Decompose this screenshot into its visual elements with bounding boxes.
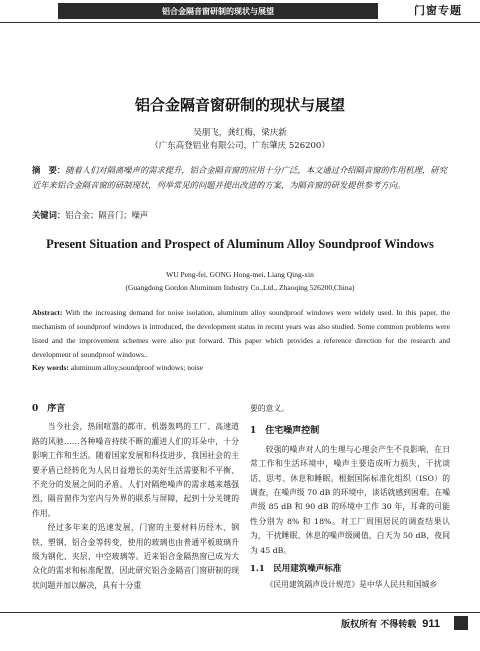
keywords-english <box>32 363 203 372</box>
paragraph-noise-control: 较强的噪声对人的生理与心理会产生不良影响，在日常工作和生活环境中，噪声主要造成听力损失，干扰谈话、思考、休息和睡眠。根据国际标准化组织（ISO）的调查，在噪声级 70 dB 的环境中，谈话就感到困难。在噪声级 85 dB 和 90 dB 的环境中工作 30 年，耳聋的可能性分别为 8% 和 18%。对工厂周围居民的调查结果认为，干扰睡眠、休息的噪声级阈值，白天为 50 dB，夜间为 45 dB。 <box>250 444 450 555</box>
authors-english: WU Peng-fei, GONG Hong-mei, Liang Qing-xin <box>166 270 314 279</box>
abstract-english-text: With the increasing demand for noise isolation, aluminum alloy soundproof windows were widely used. In this paper, the mechanism of soundproof windows is introduced, the development status in recent years was also studied. Some common problems were listed and the improvement schemes were also put forward. This paper which provides a reference direction for the research and development of soundproof windows.. <box>32 308 450 359</box>
paragraph-standards: 《民用建筑隔声设计规范》是中华人民共和国城乡 <box>265 580 438 590</box>
section-heading-noise-control: 1 住宅噪声控制 <box>250 426 320 437</box>
keywords-chinese <box>32 209 148 221</box>
footer-divider <box>0 612 480 613</box>
affiliation-english: (Guangdong Gordon Aluminum Industry Co.,Ltd., Zhaoqing 526200,China) <box>125 283 355 292</box>
page-number: 911 <box>422 618 440 630</box>
keywords-english-label: Key words: <box>32 363 69 372</box>
footer-tab-mark <box>454 616 468 630</box>
subsection-heading-standards: 1.1 民用建筑噪声标准 <box>250 564 342 575</box>
abstract-chinese-text: 随着人们对隔离噪声的需求提升，铝合金隔音窗的应用十分广泛，本文通过介绍隔音窗的作用机理，研究近年来铝合金隔音窗的研制现状，列举常见的问题并提出改进的方案，为隔音窗的研发提供参考方向。 <box>32 165 447 190</box>
abstract-english-label: Abstract: <box>32 308 63 317</box>
keywords-english-text: aluminum alloy;soundproof windows; noise <box>70 363 204 372</box>
body-column-left <box>32 402 239 593</box>
abstract-chinese <box>32 163 450 193</box>
keywords-chinese-text: 铝合金；隔音门；噪声 <box>65 210 149 220</box>
paragraph-intro-2: 经过多年来的迅速发展，门窗的主要材料历经木、钢铁、塑钢、铝合金等转变，使用的玻璃也由普通平板玻璃升级为钢化、夹层、中空玻璃等。近来铝合金隔热窗已成为大众化的需求和标准配置，因此研究铝合金隔音门窗研制的现状问题并加以解决，具有十分重 <box>32 523 239 590</box>
page-footer <box>341 617 440 630</box>
paragraph-intro-2-continued: 要的意义。 <box>250 404 289 413</box>
section-label: 门窗专题 <box>414 4 462 17</box>
affiliation-chinese: （广东高登铝业有限公司，广东肇庆 526200） <box>150 141 330 151</box>
abstract-english <box>32 306 450 362</box>
body-column-right <box>250 402 450 593</box>
title-english: Present Situation and Prospect of Aluminum Alloy Soundproof Windows <box>46 237 434 251</box>
paragraph-intro-1: 当今社会，热闹喧嚣的都市、机器轰鸣的工厂、高速道路的风驰……各种噪音持续不断的灌进人们的耳朵中，十分影响工作和生活。随着国家发展和科技进步，我国社会的主要矛盾已经转化为人民日益增长的美好生活需要和不平衡、不充分的发展之间的矛盾。人们对隔绝噪声的需求越来越强烈，隔音窗作为室内与外界的联系与屏障，起到十分关键的作用。 <box>32 422 239 518</box>
section-heading-intro: 0 序言 <box>32 404 66 414</box>
keywords-chinese-label: 关键词： <box>32 210 66 220</box>
running-title: 铝合金隔音窗研制的现状与展望 <box>58 3 378 19</box>
running-header <box>0 0 480 23</box>
rights-notice: 版权所有 不得转载 <box>341 620 417 630</box>
abstract-chinese-label: 摘 要： <box>32 165 66 175</box>
authors-chinese: 吴朋飞，龚红梅，梁庆新 <box>193 128 287 138</box>
title-chinese: 铝合金隔音窗研制的现状与展望 <box>134 96 345 114</box>
